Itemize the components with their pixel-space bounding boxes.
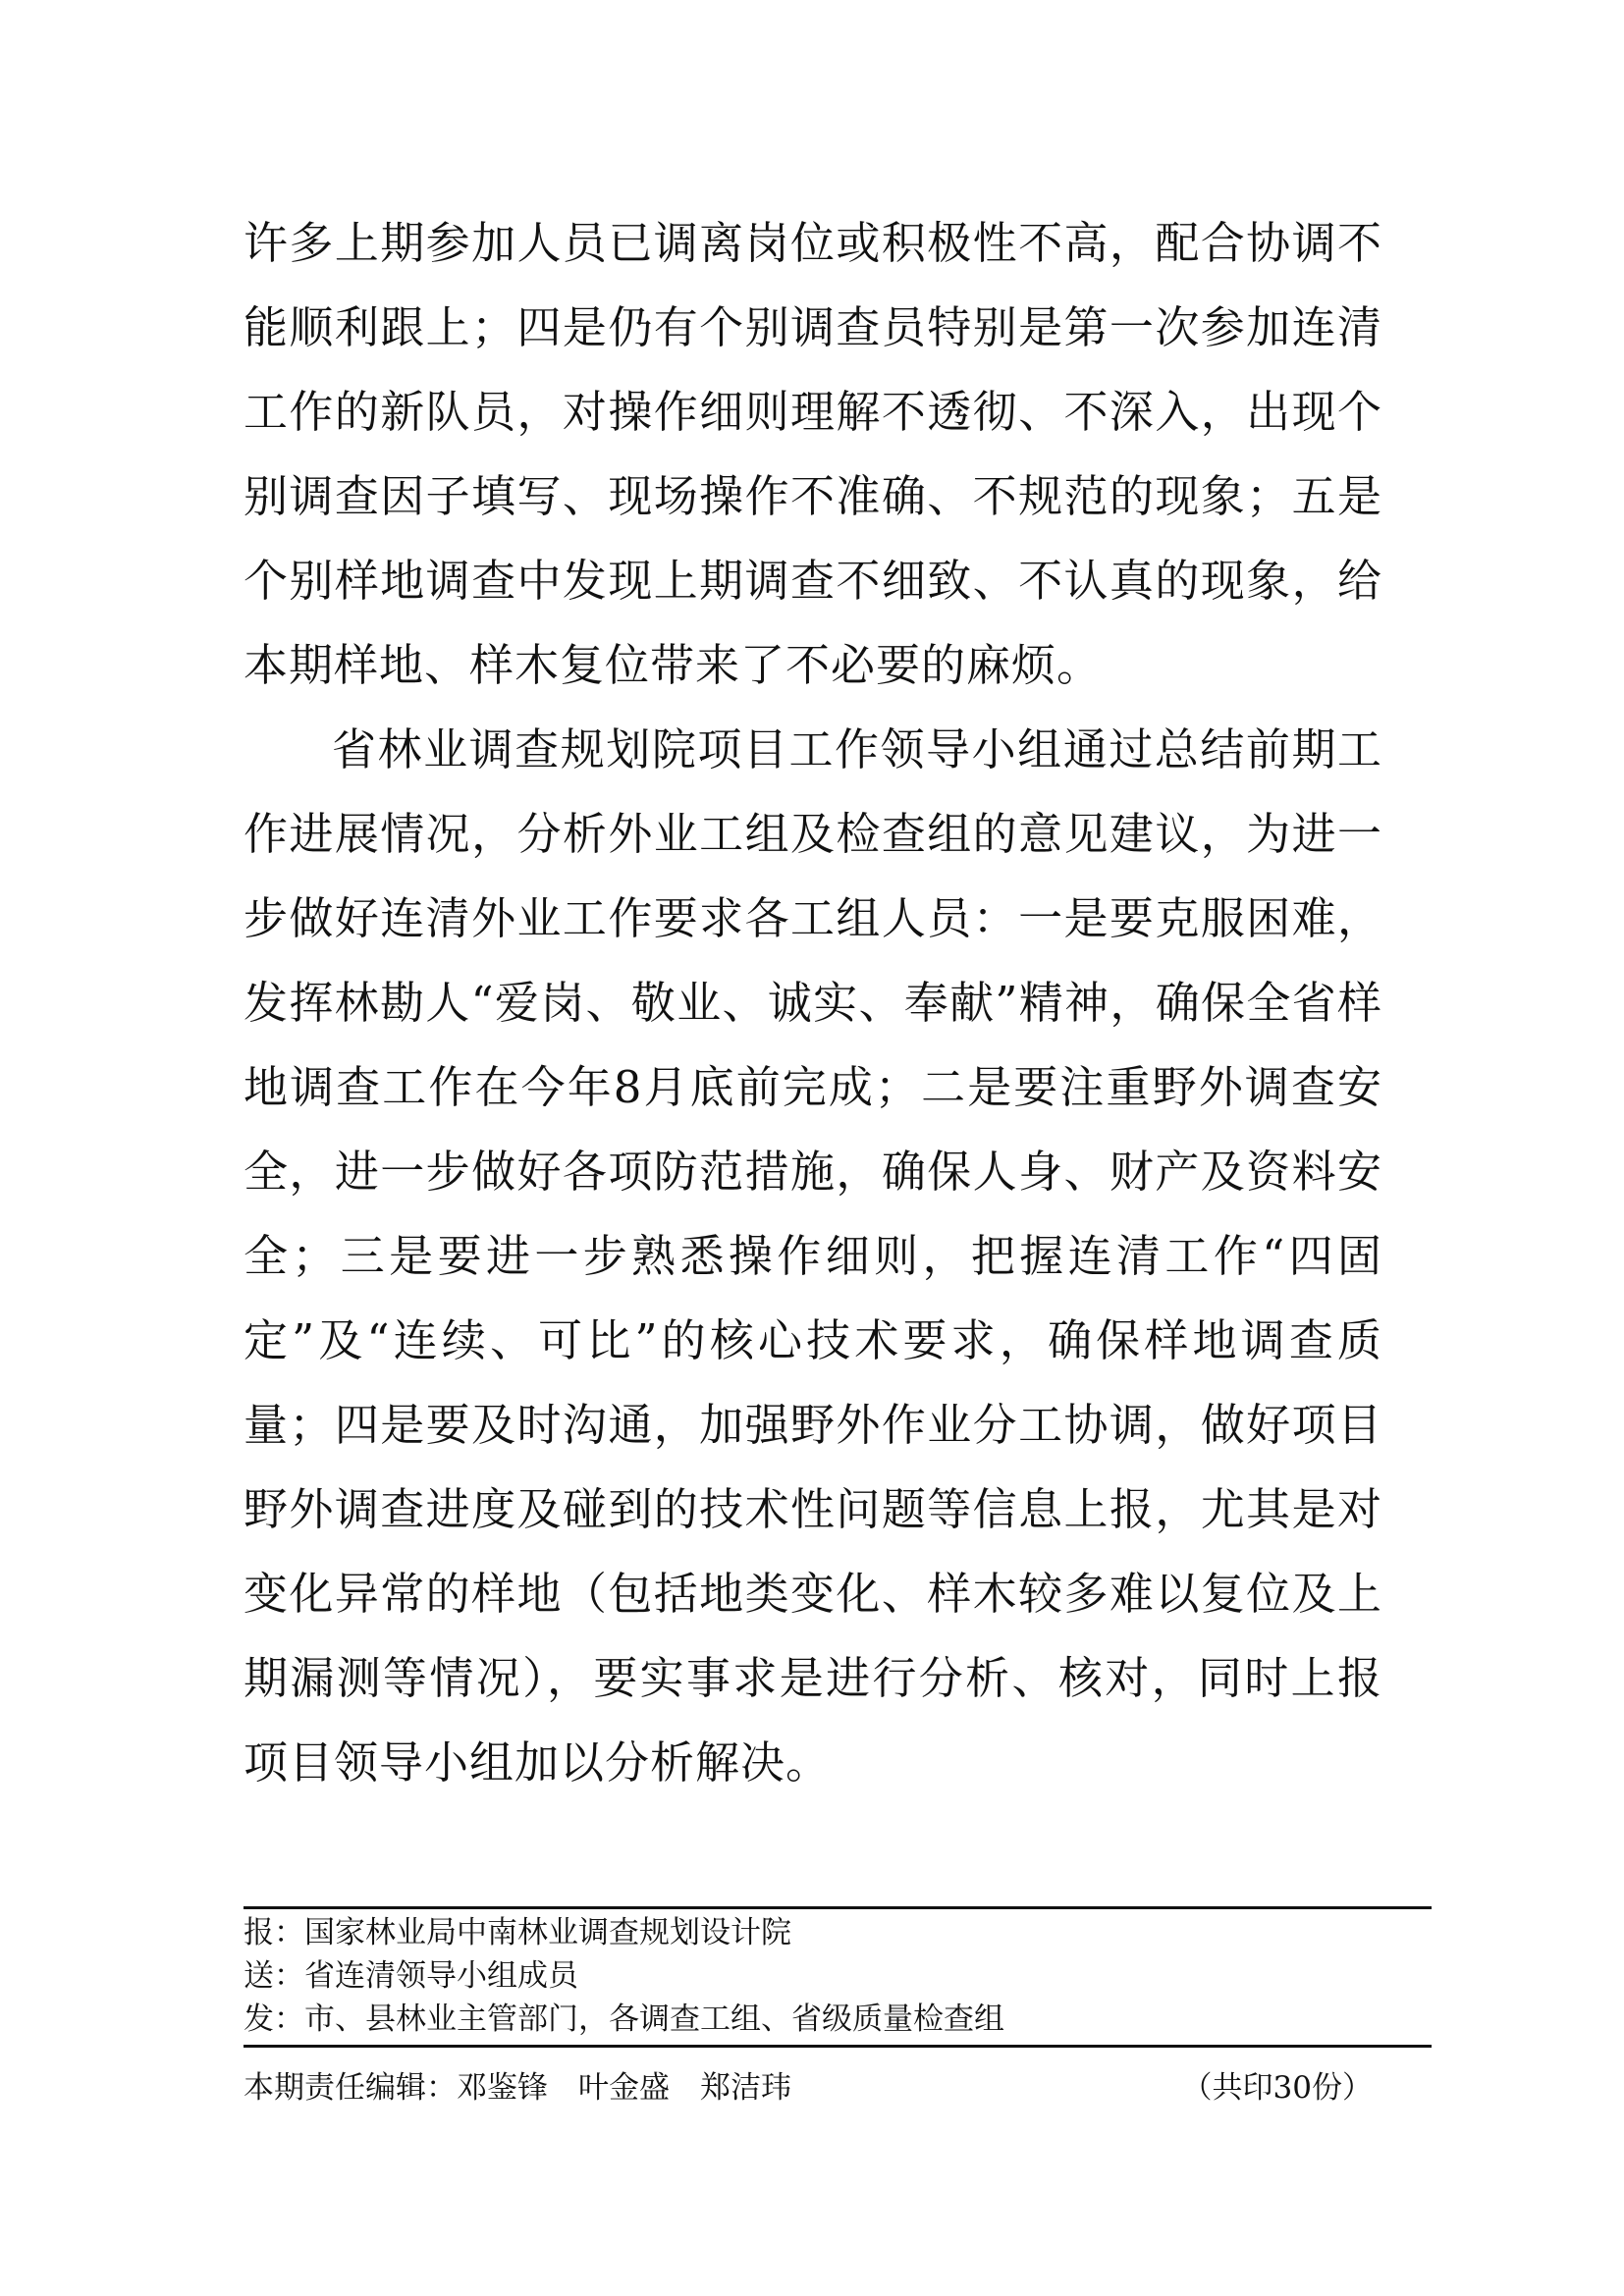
editors-row	[244, 2059, 1432, 2109]
paragraph-requirements: 省林业调查规划院项目工作领导小组通过总结前期工作进展情况，分析外业工组及检查组的意见建议，为进一步做好连清外业工作要求各工组人员：一是要克服困难，发挥林勘人“爱岗、敬业、诚实、奉献”精神，确保全省样地调查工作在今年8月底前完成；二是要注重野外调查安全，进一步做好各项防范措施，确保人身、财产及资料安全；三是要进一步熟悉操作细则，把握连清工作“四固定”及“连续、可比”的核心技术要求，确保样地调查质量；四是要及时沟通，加强野外作业分工协调，做好项目野外调查进度及碰到的技术性问题等信息上报，尤其是对变化异常的样地（包括地类变化、样木较多难以复位及上期漏测等情况），要实事求是进行分析、核对，同时上报项目领导小组加以分析解决。	[244, 723, 1382, 1789]
footer-bottom-rule	[244, 2045, 1432, 2048]
body-text	[244, 201, 1382, 1805]
paragraph-continued: 许多上期参加人员已调离岗位或积极性不高，配合协调不能顺利跟上；四是仍有个别调查员特别是第一次参加连清工作的新队员，对操作细则理解不透彻、不深入，出现个别调查因子填写、现场操作不准确、不规范的现象；五是个别样地调查中发现上期调查不细致、不认真的现象，给本期样地、样木复位带来了不必要的麻烦。	[244, 217, 1382, 691]
distribution-list	[244, 1909, 1432, 2045]
print-copies: （共印30份）	[1181, 2069, 1373, 2106]
responsible-editors: 本期责任编辑：邓鉴锋 叶金盛 郑洁玮	[244, 2069, 791, 2106]
distribution-footer	[244, 1906, 1432, 2109]
send-to-line: 送：省连清领导小组成员	[244, 1958, 578, 1994]
issue-to-line: 发：市、县林业主管部门，各调查工组、省级质量检查组	[244, 2002, 1004, 2037]
report-to-line: 报：国家林业局中南林业调查规划设计院	[244, 1915, 791, 1950]
